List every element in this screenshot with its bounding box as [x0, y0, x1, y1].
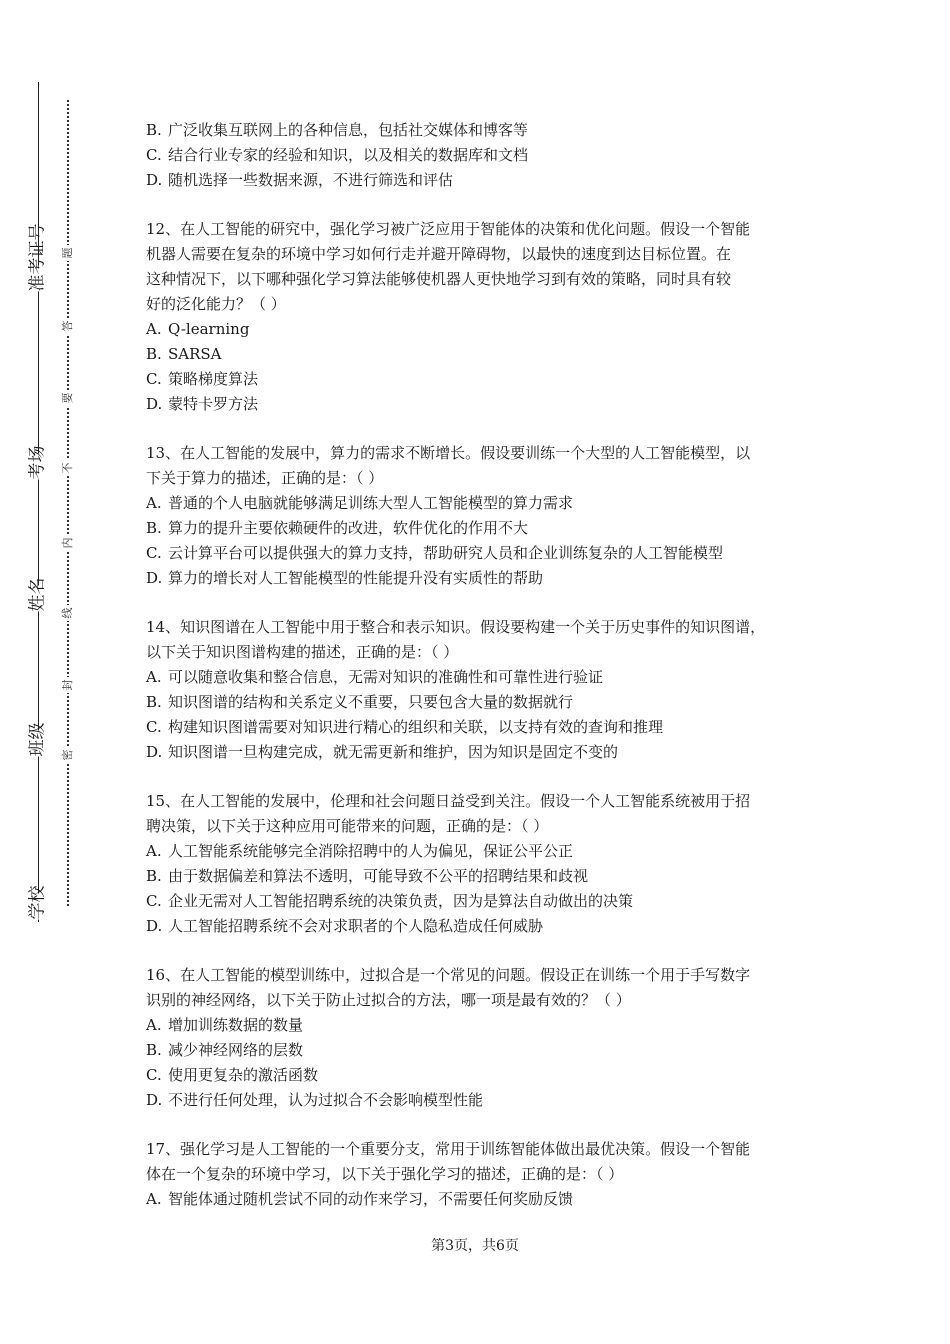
- question-13: [146, 441, 818, 591]
- option-b: B. 由于数据偏差和算法不透明，可能导致不公平的招聘结果和歧视: [146, 867, 589, 885]
- question-stem-line: 这种情况下，以下哪种强化学习算法能够使机器人更快地学习到有效的策略，同时具有较: [146, 270, 732, 288]
- option-d: D. 人工智能招聘系统不会对求职者的个人隐私造成任何威胁: [146, 917, 544, 935]
- question-stem-line: 机器人需要在复杂的环境中学习如何行走并避开障碍物，以最快的速度到达目标位置。在: [146, 245, 732, 263]
- question-stem-line: 15、在人工智能的发展中，伦理和社会问题日益受到关注。假设一个人工智能系统被用于招: [146, 792, 751, 810]
- seal-char: 线: [60, 605, 76, 621]
- question-12: [146, 217, 818, 417]
- leading-options: [146, 118, 818, 193]
- option-c: C. 使用更复杂的激活函数: [146, 1066, 319, 1084]
- question-stem-line: 14、知识图谱在人工智能中用于整合和表示知识。假设要构建一个关于历史事件的知识图谱，: [146, 618, 766, 636]
- option-a: A. 可以随意收集和整合信息，无需对知识的准确性和可靠性进行验证: [146, 668, 604, 686]
- exam-room-field-label: 考场: [27, 445, 48, 480]
- question-stem-line: 12、在人工智能的研究中，强化学习被广泛应用于智能体的决策和优化问题。假设一个智能: [146, 220, 751, 238]
- option-d: D. 随机选择一些数据来源，不进行筛选和评估: [146, 171, 454, 189]
- option-a: A. 智能体通过随机尝试不同的动作来学习，不需要任何奖励反馈: [146, 1190, 574, 1208]
- name-field-label: 姓名: [27, 577, 48, 612]
- seal-char: 内: [60, 535, 76, 551]
- option-b: B. 算力的提升主要依赖硬件的改进，软件优化的作用不大: [146, 519, 529, 537]
- option-a: A. 增加训练数据的数量: [146, 1016, 304, 1034]
- page-number: 第3页，共6页: [431, 1238, 519, 1254]
- question-17: [146, 1137, 818, 1212]
- seal-char: 题: [60, 245, 76, 261]
- option-b: B. 减少神经网络的层数: [146, 1041, 304, 1059]
- question-stem-line: 下关于算力的描述，正确的是：（ ）: [146, 469, 384, 487]
- option-c: C. 云计算平台可以提供强大的算力支持，帮助研究人员和企业训练复杂的人工智能模型: [146, 544, 724, 562]
- school-field-label: 学校: [27, 885, 48, 920]
- option-d: D. 知识图谱一旦构建完成，就无需更新和维护，因为知识是固定不变的: [146, 743, 619, 761]
- question-15: [146, 789, 818, 939]
- option-b: B. 广泛收集互联网上的各种信息，包括社交媒体和博客等: [146, 121, 529, 139]
- seal-char: 要: [60, 390, 76, 406]
- question-stem-line: 好的泛化能力？（ ）: [146, 295, 286, 313]
- question-stem-line: 聘决策，以下关于这种应用可能带来的问题，正确的是：（ ）: [146, 817, 549, 835]
- option-c: C. 构建知识图谱需要对知识进行精心的组织和关联，以支持有效的查询和推理: [146, 718, 664, 736]
- question-14: [146, 615, 818, 765]
- option-d: D. 不进行任何处理，认为过拟合不会影响模型性能: [146, 1091, 484, 1109]
- seal-dotted-line: [67, 100, 69, 906]
- option-a: A. Q-learning: [146, 320, 250, 338]
- option-c: C. 企业无需对人工智能招聘系统的决策负责，因为是算法自动做出的决策: [146, 892, 634, 910]
- question-stem-line: 以下关于知识图谱构建的描述，正确的是：（ ）: [146, 643, 459, 661]
- seal-char: 密: [60, 747, 76, 763]
- option-a: A. 普通的个人电脑就能够满足训练大型人工智能模型的算力需求: [146, 494, 574, 512]
- binding-margin-line: [38, 82, 39, 922]
- question-stem-line: 13、在人工智能的发展中，算力的需求不断增长。假设要训练一个大型的人工智能模型，以: [146, 444, 751, 462]
- option-b: B. 知识图谱的结构和关系定义不重要，只要包含大量的数据就行: [146, 693, 574, 711]
- seal-char: 封: [60, 677, 76, 693]
- question-16: [146, 963, 818, 1113]
- option-c: C. 结合行业专家的经验和知识，以及相关的数据库和文档: [146, 146, 529, 164]
- question-stem-line: 16、在人工智能的模型训练中，过拟合是一个常见的问题。假设正在训练一个用于手写数字: [146, 966, 751, 984]
- option-a: A. 人工智能系统能够完全消除招聘中的人为偏见，保证公平公正: [146, 842, 574, 860]
- seal-char: 不: [60, 460, 76, 476]
- option-d: D. 算力的增长对人工智能模型的性能提升没有实质性的帮助: [146, 569, 544, 587]
- option-d: D. 蒙特卡罗方法: [146, 395, 259, 413]
- exam-id-field-label: 准考证号: [27, 223, 48, 292]
- option-c: C. 策略梯度算法: [146, 370, 259, 388]
- option-b: B. SARSA: [146, 345, 222, 363]
- exam-content: [146, 118, 818, 1212]
- question-stem-line: 17、强化学习是人工智能的一个重要分支，常用于训练智能体做出最优决策。假设一个智能: [146, 1140, 751, 1158]
- question-stem-line: 体在一个复杂的环境中学习，以下关于强化学习的描述，正确的是：（ ）: [146, 1165, 624, 1183]
- class-field-label: 班级: [27, 722, 48, 757]
- question-stem-line: 识别的神经网络，以下关于防止过拟合的方法，哪一项是最有效的？（ ）: [146, 991, 631, 1009]
- seal-char: 答: [60, 318, 76, 334]
